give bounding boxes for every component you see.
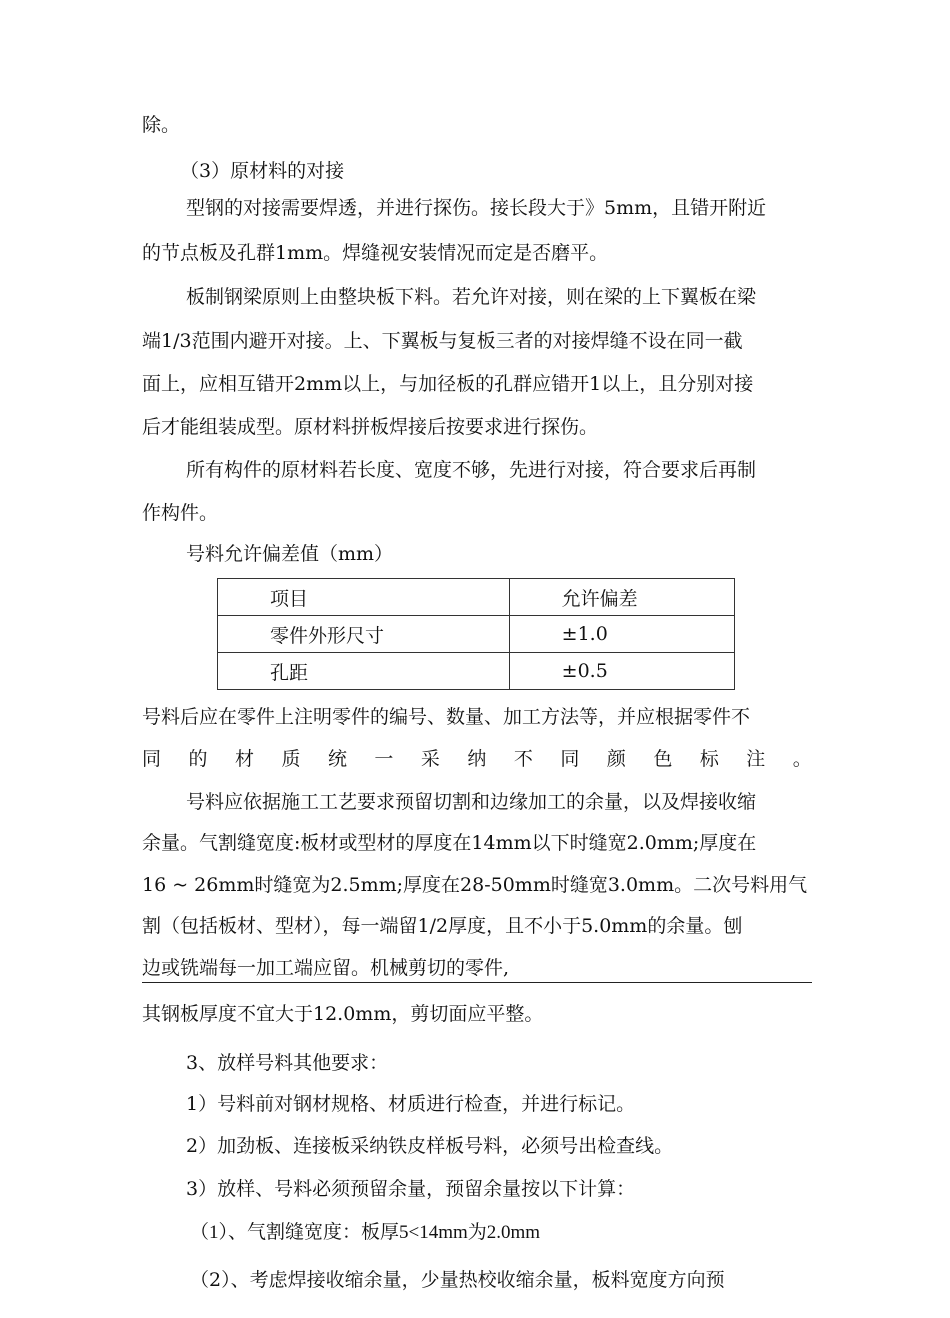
text-line: 型钢的对接需要焊透，并进行探伤。接长段大于》5mm，且错开附近 [186, 197, 767, 219]
char: 材 [234, 748, 254, 770]
char: 标 [699, 748, 719, 770]
text-line: 余量。气割缝宽度:板材或型材的厚度在14mm以下时缝宽2.0mm;厚度在 [142, 832, 757, 854]
list-subitem: （1）、气割缝宽度：板厚5<14mm为2.0mm [190, 1222, 541, 1243]
section-heading: 3、放样号料其他要求： [186, 1052, 389, 1074]
char: 质 [281, 748, 301, 770]
char: 一 [374, 748, 394, 770]
table-caption: 号料允许偏差值（mm） [186, 543, 394, 565]
justified-text-line [142, 746, 812, 772]
text-line: 号料后应在零件上注明零件的编号、数量、加工方法等，并应根据零件不 [142, 706, 751, 728]
char: 色 [653, 748, 673, 770]
table-cell: ±0.5 [509, 653, 734, 690]
deviation-table [217, 578, 735, 690]
char: 采 [420, 748, 440, 770]
list-item: 3）放样、号料必须预留余量，预留余量按以下计算： [186, 1178, 636, 1200]
table-header-row [218, 579, 735, 616]
text-line: 边或铣端每一加工端应留。机械剪切的零件, [142, 957, 510, 979]
table-cell: 孔距 [218, 653, 510, 690]
char: 注 [746, 748, 766, 770]
table-cell: 零件外形尺寸 [218, 616, 510, 653]
text-line: 作构件。 [142, 502, 219, 524]
text-line: 割（包括板材、型材），每一端留1/2厚度，且不小于5.0mm的余量。刨 [142, 915, 743, 937]
text-line: 所有构件的原材料若长度、宽度不够，先进行对接，符合要求后再制 [186, 459, 757, 481]
text-line: 16 ~ 26mm时缝宽为2.5mm;厚度在28-50mm时缝宽3.0mm。二次号料用气 [142, 874, 808, 896]
char: 同 [142, 748, 162, 770]
text-line: 后才能组装成型。原材料拼板焊接后按要求进行探伤。 [142, 416, 599, 438]
table-row [218, 616, 735, 653]
text-line: 的节点板及孔群1mm。焊缝视安装情况而定是否磨平。 [142, 242, 609, 264]
subsection-heading: （3）原材料的对接 [180, 160, 345, 182]
text-line: 面上，应相互错开2mm以上，与加径板的孔群应错开1以上，且分别对接 [142, 373, 754, 395]
horizontal-rule [142, 982, 812, 983]
text-line: 号料应依据施工工艺要求预留切割和边缘加工的余量，以及焊接收缩 [186, 791, 757, 813]
list-item: 2）加劲板、连接板采纳铁皮样板号料，必须号出检查线。 [186, 1135, 674, 1157]
table-cell: ±1.0 [509, 616, 734, 653]
table-header-cell: 项目 [218, 579, 510, 616]
char: 的 [188, 748, 208, 770]
text-line: 端1/3范围内避开对接。上、下翼板与复板三者的对接焊缝不设在同一截 [142, 330, 743, 352]
table-header-cell: 允许偏差 [509, 579, 734, 616]
text-line: 其钢板厚度不宜大于12.0mm，剪切面应平整。 [142, 1003, 544, 1025]
char: 纳 [467, 748, 487, 770]
list-subitem: （2）、考虑焊接收缩余量，少量热校收缩余量，板料宽度方向预 [190, 1269, 725, 1291]
text-line: 除。 [142, 114, 181, 136]
table-row [218, 653, 735, 690]
char: 统 [327, 748, 347, 770]
char: 同 [560, 748, 580, 770]
list-item: 1）号料前对钢材规格、材质进行检查，并进行标记。 [186, 1093, 636, 1115]
char: 颜 [606, 748, 626, 770]
text-line: 板制钢梁原则上由整块板下料。若允许对接，则在梁的上下翼板在梁 [186, 286, 757, 308]
char: 。 [792, 748, 812, 770]
char: 不 [513, 748, 533, 770]
